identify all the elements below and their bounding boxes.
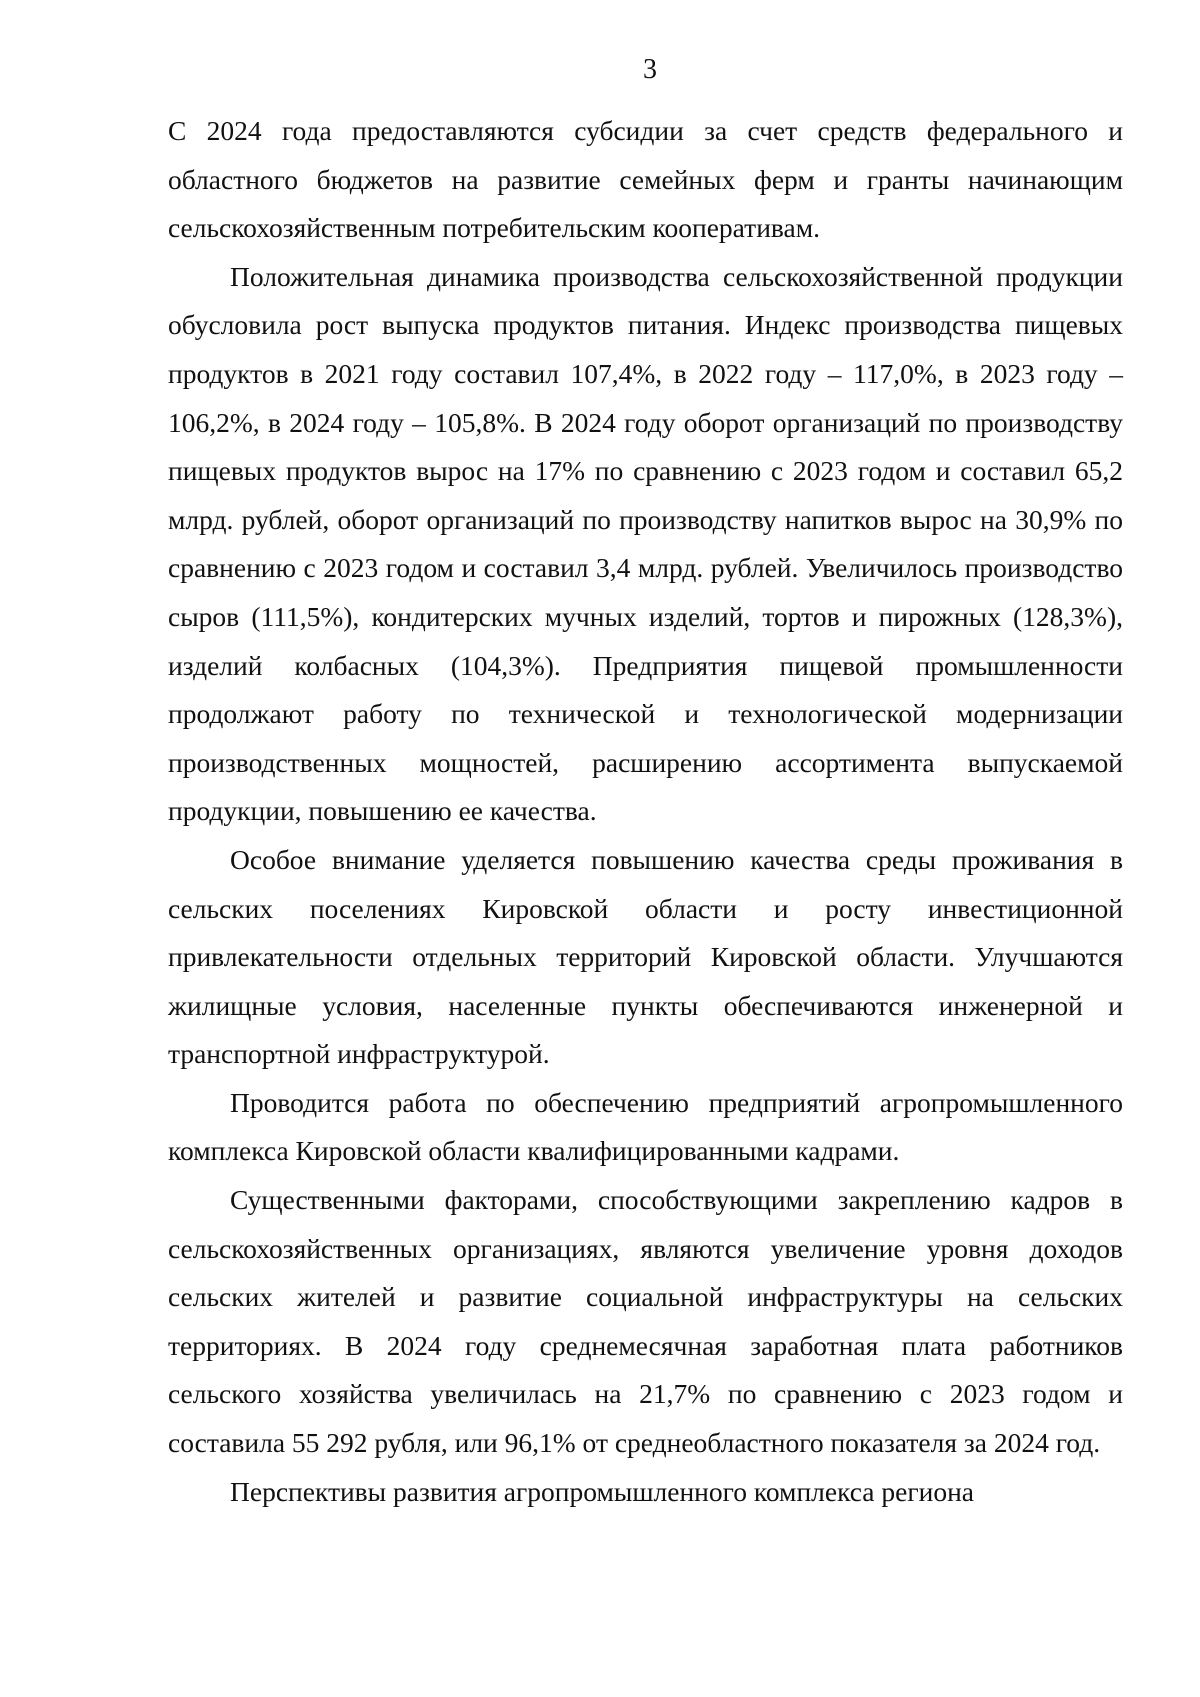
page-number: 3 bbox=[643, 54, 657, 85]
document-body bbox=[168, 107, 1123, 1516]
paragraph-prospects: Перспективы развития агропромышленного комплекса региона bbox=[230, 1475, 975, 1507]
paragraph-rural-environment: Особое внимание уделяется повышению качества среды проживания в сельских поселениях Кировской области и росту инвестиционной привлекательности отдельных территорий Кировской области. Улучшаются жилищные условия, населенные пункты обеспечиваются инженерной и транспортной инфраструктурой. bbox=[168, 843, 1123, 1070]
paragraph-staffing: Проводится работа по обеспечению предприятий агропромышленного комплекса Кировской области квалифицированными кадрами. bbox=[168, 1086, 1123, 1167]
paragraph-subsidies: С 2024 года предоставляются субсидии за счет средств федерального и областного бюджетов на развитие семейных ферм и гранты начинающим сельскохозяйственным потребительским кооперативам. bbox=[168, 115, 1123, 244]
paragraph-wages: Существенными факторами, способствующими закреплению кадров в сельскохозяйственных организациях, являются увеличение уровня доходов сельских жителей и развитие социальной инфраструктуры на сельских территориях. В 2024 году среднемесячная заработная плата работников сельского хозяйства увеличилась на 21,7% по сравнению с 2023 годом и составила 55 292 рубля, или 96,1% от среднеобластного показателя за 2024 год. bbox=[168, 1184, 1123, 1459]
paragraph-food-production: Положительная динамика производства сельскохозяйственной продукции обусловила рост выпуска продуктов питания. Индекс производства пищевых продуктов в 2021 году составил 107,4%, в 2022 году – 117,0%, в 2023 году – 106,2%, в 2024 году – 105,8%. В 2024 году оборот организаций по производству пищевых продуктов вырос на 17% по сравнению с 2023 годом и составил 65,2 млрд. рублей, оборот организаций по производству напитков вырос на 30,9% по сравнению с 2023 годом и составил 3,4 млрд. рублей. Увеличилось производство сыров (111,5%), кондитерских мучных изделий, тортов и пирожных (128,3%), изделий колбасных (104,3%). Предприятия пищевой промышленности продолжают работу по технической и технологической модернизации производственных мощностей, расширению ассортимента выпускаемой продукции, повышению ее качества. bbox=[168, 260, 1123, 827]
